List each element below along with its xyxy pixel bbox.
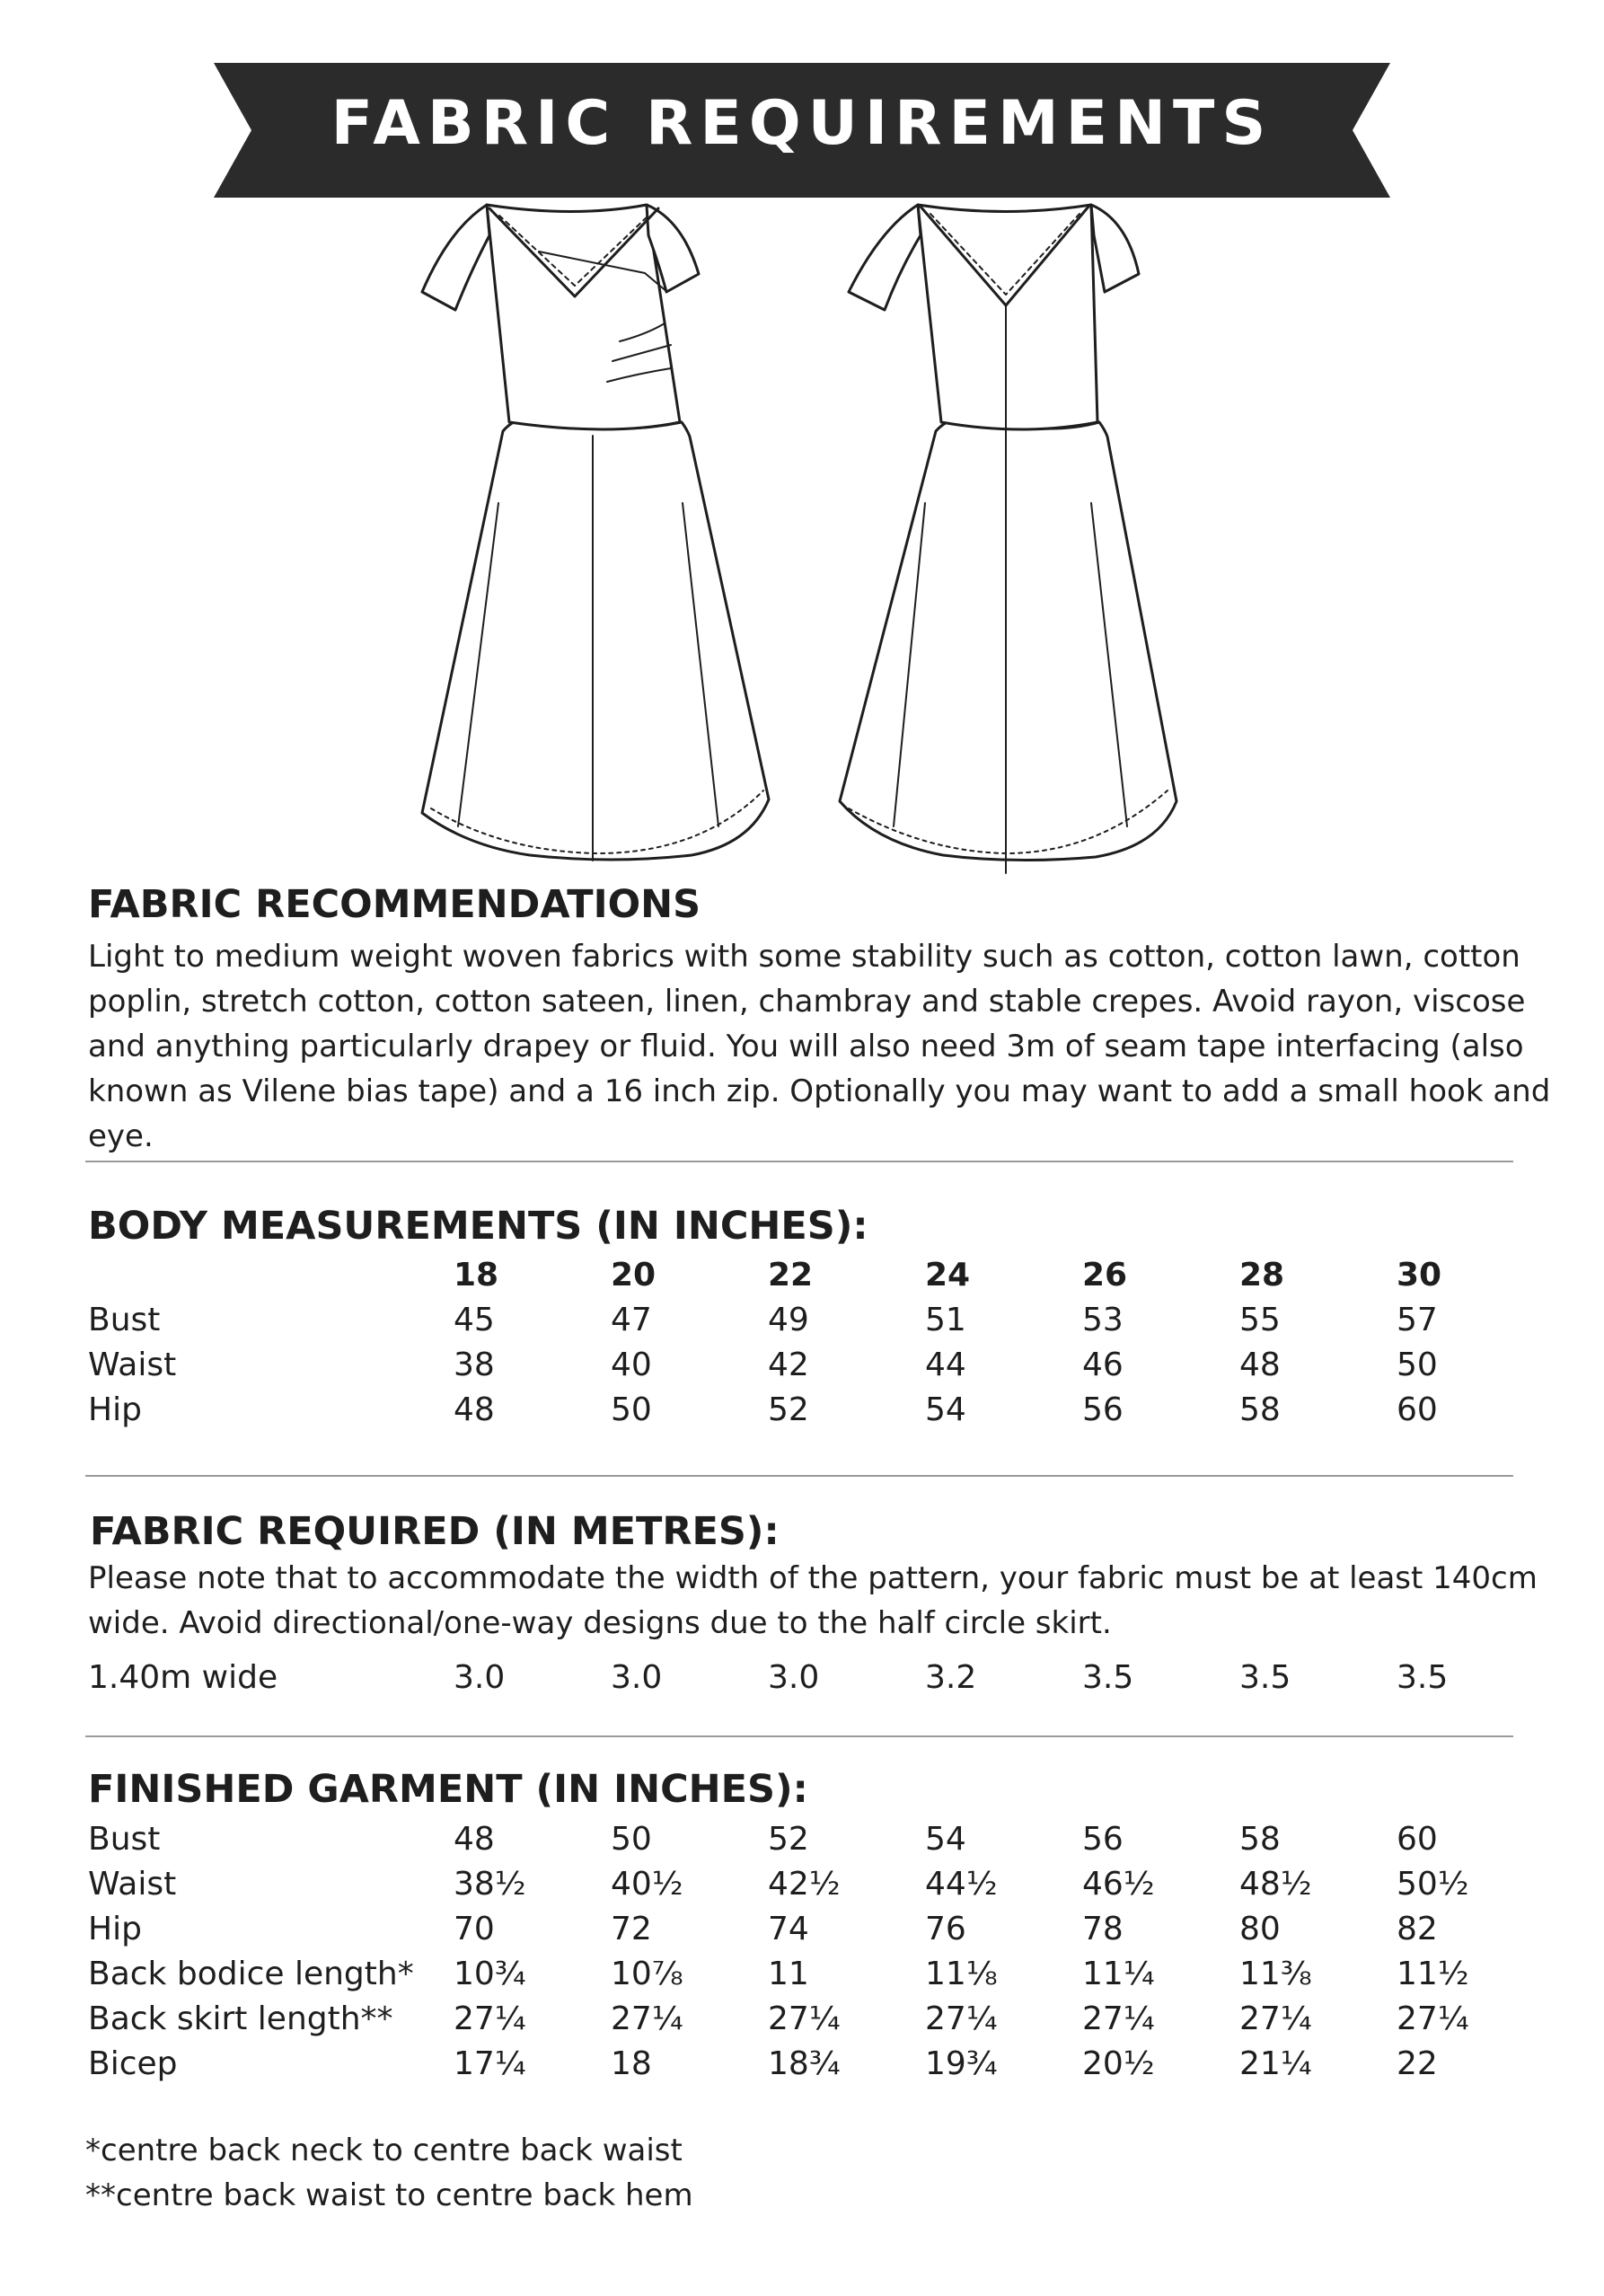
- size-label: 26: [1082, 1257, 1128, 1294]
- table-cell: 82: [1397, 1911, 1438, 1947]
- table-cell: 27¼: [768, 2000, 841, 2037]
- row-label: Bust: [88, 1821, 161, 1858]
- row-label: Bicep: [88, 2045, 178, 2082]
- table-cell: 18¾: [768, 2045, 841, 2082]
- table-cell: 45: [454, 1302, 495, 1338]
- table-cell: 27¼: [1082, 2000, 1155, 2037]
- table-cell: 60: [1397, 1821, 1438, 1858]
- footnote: *centre back neck to centre back waist: [85, 2133, 683, 2168]
- table-row: [0, 1817, 1604, 1862]
- table-cell: 53: [1082, 1302, 1124, 1338]
- size-label: 30: [1397, 1257, 1442, 1294]
- row-label: Hip: [88, 1391, 142, 1428]
- size-label: 22: [768, 1257, 814, 1294]
- table-row: [0, 1343, 1604, 1388]
- table-cell: 11⅛: [925, 1956, 998, 1992]
- table-cell: 3.5: [1239, 1659, 1291, 1696]
- table-cell: 80: [1239, 1911, 1281, 1947]
- size-label: 28: [1239, 1257, 1285, 1294]
- table-cell: 50: [611, 1391, 652, 1428]
- table-cell: 50: [1397, 1347, 1438, 1383]
- table-cell: 58: [1239, 1391, 1281, 1428]
- table-cell: 54: [925, 1821, 966, 1858]
- table-cell: 48: [454, 1821, 495, 1858]
- table-cell: 3.0: [611, 1659, 663, 1696]
- table-cell: 11½: [1397, 1956, 1469, 1992]
- table-row: [0, 1907, 1604, 1952]
- table-cell: 20½: [1082, 2045, 1155, 2082]
- table-cell: 56: [1082, 1391, 1124, 1428]
- footnote: **centre back waist to centre back hem: [85, 2177, 693, 2213]
- table-cell: 48: [454, 1391, 495, 1428]
- size-header-row: [0, 1253, 1604, 1298]
- row-label: 1.40m wide: [88, 1659, 278, 1696]
- table-cell: 17¼: [454, 2045, 526, 2082]
- table-cell: 52: [768, 1391, 809, 1428]
- table-cell: 40½: [611, 1866, 683, 1903]
- recommendations-heading: FABRIC RECOMMENDATIONS: [88, 882, 701, 927]
- body-measurements-heading: BODY MEASUREMENTS (IN INCHES):: [88, 1204, 868, 1249]
- recommendations-text: Light to medium weight woven fabrics with some stability such as cotton, cotton lawn, cotton poplin, stretch cotton, cotton sateen, linen, chambray and stable crepes. Avoid rayon, viscose and anything particularly drapey or fluid. You will also need 3m of seam tape interfacing (also known as Vilene bias tape) and a 16 inch zip. Optionally you may want to add a small hook and eye.: [88, 939, 1551, 1154]
- table-cell: 50: [611, 1821, 652, 1858]
- table-cell: 46: [1082, 1347, 1124, 1383]
- section-divider: [85, 1161, 1513, 1162]
- table-cell: 72: [611, 1911, 652, 1947]
- table-cell: 44: [925, 1347, 966, 1383]
- row-label: Bust: [88, 1302, 161, 1338]
- table-cell: 54: [925, 1391, 966, 1428]
- table-cell: 78: [1082, 1911, 1124, 1947]
- table-cell: 27¼: [1397, 2000, 1469, 2037]
- table-cell: 52: [768, 1821, 809, 1858]
- row-label: Back skirt length**: [88, 2000, 393, 2037]
- table-cell: 57: [1397, 1302, 1438, 1338]
- table-cell: 21¼: [1239, 2045, 1312, 2082]
- table-cell: 11: [768, 1956, 809, 1992]
- table-cell: 3.5: [1082, 1659, 1134, 1696]
- size-label: 18: [454, 1257, 499, 1294]
- section-divider: [85, 1475, 1513, 1477]
- table-cell: 40: [611, 1347, 652, 1383]
- table-cell: 10¾: [454, 1956, 526, 1992]
- page-title: FABRIC REQUIREMENTS: [330, 88, 1274, 159]
- table-cell: 42: [768, 1347, 809, 1383]
- table-cell: 76: [925, 1911, 966, 1947]
- table-cell: 56: [1082, 1821, 1124, 1858]
- table-row: [0, 1952, 1604, 1997]
- table-cell: 3.2: [925, 1659, 977, 1696]
- table-cell: 74: [768, 1911, 809, 1947]
- table-cell: 11⅜: [1239, 1956, 1312, 1992]
- table-cell: 27¼: [1239, 2000, 1312, 2037]
- row-label: Waist: [88, 1866, 177, 1903]
- table-row: [0, 1862, 1604, 1907]
- table-cell: 48: [1239, 1347, 1281, 1383]
- table-cell: 10⅞: [611, 1956, 683, 1992]
- table-cell: 11¼: [1082, 1956, 1155, 1992]
- table-cell: 50½: [1397, 1866, 1469, 1903]
- table-cell: 58: [1239, 1821, 1281, 1858]
- dress-front-icon: [422, 205, 769, 861]
- finished-garment-heading: FINISHED GARMENT (IN INCHES):: [88, 1767, 808, 1812]
- fabric-required-note: Please note that to accommodate the width of the pattern, your fabric must be at least 140cm wide. Avoid directional/one-way designs due to the half circle skirt.: [88, 1560, 1538, 1641]
- size-label: 24: [925, 1257, 971, 1294]
- size-label: 20: [611, 1257, 657, 1294]
- table-cell: 42½: [768, 1866, 841, 1903]
- table-row: [0, 1388, 1604, 1433]
- table-row: [0, 2042, 1604, 2087]
- table-cell: 46½: [1082, 1866, 1155, 1903]
- table-cell: 49: [768, 1302, 809, 1338]
- section-divider: [85, 1735, 1513, 1737]
- table-cell: 51: [925, 1302, 966, 1338]
- table-cell: 27¼: [611, 2000, 683, 2037]
- table-row: [0, 1997, 1604, 2042]
- table-cell: 18: [611, 2045, 652, 2082]
- table-cell: 19¾: [925, 2045, 998, 2082]
- table-cell: 38½: [454, 1866, 526, 1903]
- table-cell: 44½: [925, 1866, 998, 1903]
- table-cell: 27¼: [454, 2000, 526, 2037]
- table-cell: 55: [1239, 1302, 1281, 1338]
- table-cell: 48½: [1239, 1866, 1312, 1903]
- table-cell: 3.0: [768, 1659, 820, 1696]
- dress-illustrations: [0, 193, 1604, 876]
- table-cell: 47: [611, 1302, 652, 1338]
- row-label: Waist: [88, 1347, 177, 1383]
- table-row: [0, 1298, 1604, 1343]
- table-cell: 38: [454, 1347, 495, 1383]
- table-cell: 3.0: [454, 1659, 506, 1696]
- row-label: Hip: [88, 1911, 142, 1947]
- row-label: Back bodice length*: [88, 1956, 414, 1992]
- dress-back-icon: [840, 205, 1177, 873]
- table-cell: 27¼: [925, 2000, 998, 2037]
- table-row: [0, 1656, 1604, 1700]
- table-cell: 60: [1397, 1391, 1438, 1428]
- table-cell: 22: [1397, 2045, 1438, 2082]
- table-cell: 70: [454, 1911, 495, 1947]
- table-cell: 3.5: [1397, 1659, 1449, 1696]
- fabric-required-heading: FABRIC REQUIRED (IN METRES):: [90, 1509, 780, 1554]
